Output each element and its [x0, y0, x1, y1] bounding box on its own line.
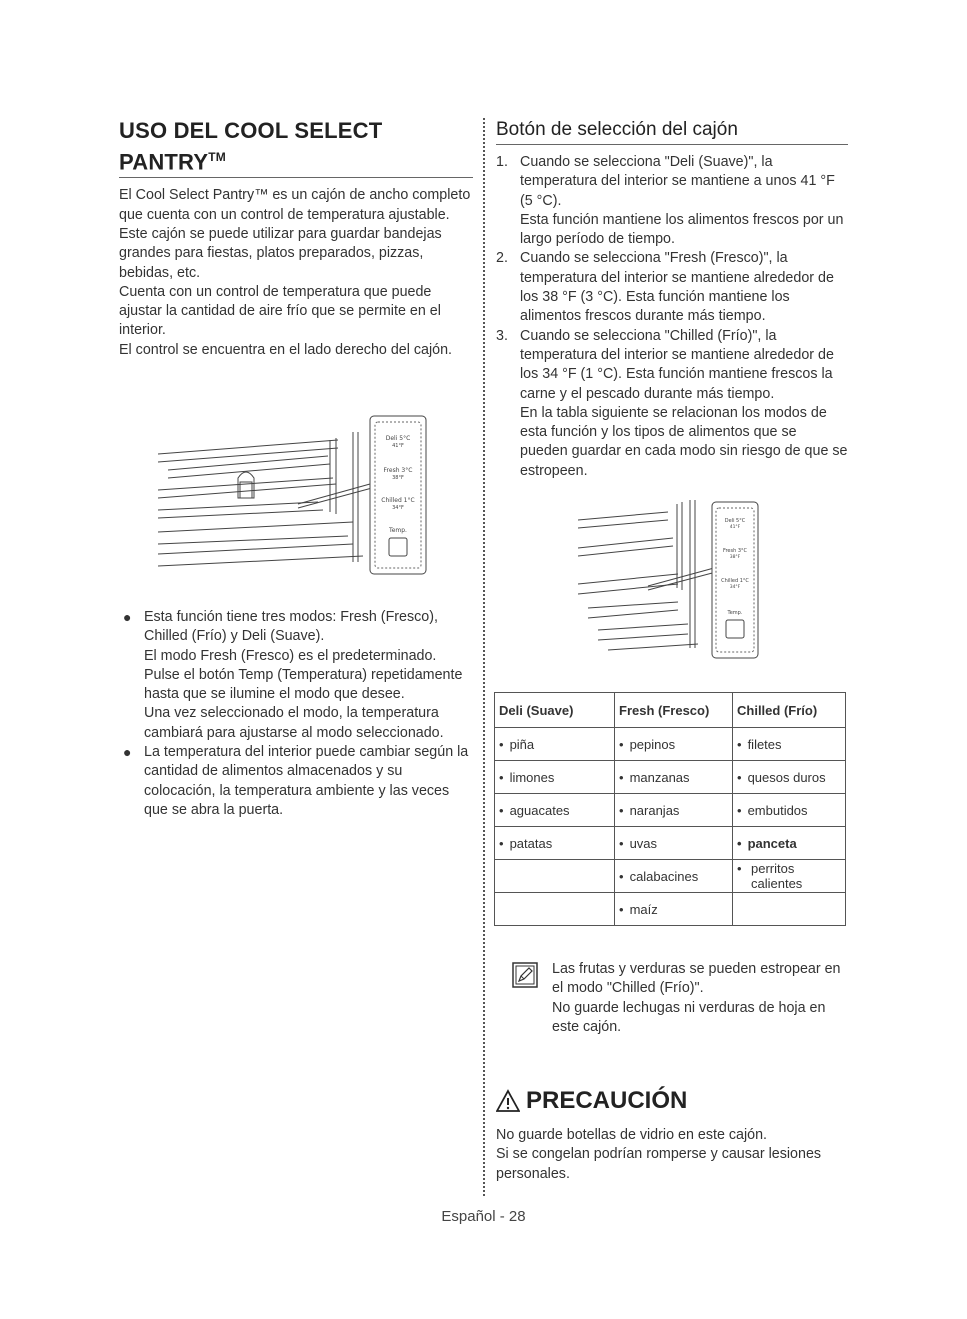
mode-numbered-list — [496, 153, 848, 481]
table-row — [495, 860, 846, 893]
bullet-line: Una vez seleccionado el modo, la temperatura cambiará para ajustarse al modo seleccionado. — [144, 705, 444, 741]
table-row — [495, 761, 846, 794]
panel-fresh-f: 38°F — [729, 555, 741, 560]
list-line: Cuando se selecciona "Deli (Suave)", la temperatura del interior se mantiene a unos 41 °F (5 °C). — [520, 154, 835, 209]
table-cell — [733, 893, 846, 926]
table-cell: • calabacines — [615, 860, 733, 893]
caution-text — [496, 1126, 850, 1184]
list-item-chilled — [496, 327, 848, 481]
note-line: Las frutas y verduras se pueden estropear en el modo "Chilled (Frío)". — [552, 961, 841, 997]
list-line: Cuando se selecciona "Chilled (Frío)", la temperatura del interior se mantiene alrededor de los 34 °F (1 °C). Esta función mantiene frescos la carne y el pescado durante más tiempo. — [520, 327, 834, 402]
list-line: En la tabla siguiente se relacionan los modos de esta función y los tipos de alimentos que se pueden guardar en cada modo sin riesgo de que se estropeen. — [520, 404, 848, 479]
table-cell: • naranjas — [615, 794, 733, 827]
table-row — [495, 827, 846, 860]
note-text — [552, 960, 852, 1037]
panel-chilled-f: 34°F — [729, 585, 741, 590]
bullet-dot-icon: ● — [123, 744, 132, 761]
section-title — [119, 118, 473, 175]
table-cell: • uvas — [615, 827, 733, 860]
drawer-illustration-left — [158, 412, 430, 578]
section-title-line1: USO DEL COOL SELECT — [119, 118, 383, 143]
table-header-fresh: Fresh (Fresco) — [615, 693, 733, 728]
left-column — [119, 118, 473, 360]
panel-chilled-label: Chilled 1°C — [721, 578, 749, 584]
panel-fresh-label: Fresh 3°C — [722, 548, 748, 554]
table-cell: • perritos calientes — [733, 860, 846, 893]
caution-block — [496, 1086, 850, 1184]
subtitle-rule — [496, 144, 848, 145]
table-cell: • aguacates — [495, 794, 615, 827]
table-cell: • filetes — [733, 728, 846, 761]
list-line: Cuando se selecciona "Fresh (Fresco)", la temperatura del interior se mantiene alrededor de los 38 °F (3 °C). Esta función mantiene los alimentos frescos durante más tiempo. — [520, 250, 834, 325]
cell-text: embutidos — [747, 802, 808, 818]
control-paragraph: Cuenta con un control de temperatura que puede ajustar la cantidad de aire frío que se permite en el interior. — [119, 283, 441, 339]
bullet-dot-icon: ● — [123, 609, 132, 625]
cell-text: limones — [509, 769, 555, 785]
list-item-deli — [496, 153, 848, 249]
bullet-temperature — [119, 743, 473, 820]
cell-text: maíz — [629, 901, 658, 917]
list-number: 3. — [496, 327, 508, 344]
table-cell: • panceta — [733, 827, 846, 860]
caution-title: PRECAUCIÓN — [526, 1087, 688, 1114]
intro-text — [119, 186, 473, 360]
mode-bullet-list — [119, 608, 473, 820]
table-cell: • patatas — [495, 827, 615, 860]
cell-text: pepinos — [629, 736, 676, 752]
cell-text: aguacates — [509, 802, 570, 818]
drawer-illustration-right — [578, 498, 848, 662]
cell-text: perritos calientes — [751, 861, 803, 891]
bullet-modes — [119, 608, 473, 743]
panel-deli-label: Deli 5°C — [724, 518, 746, 524]
caution-line: No guarde botellas de vidrio en este cajón. — [496, 1127, 768, 1143]
caution-line: Si se congelan podrían romperse y causar lesiones personales. — [496, 1146, 822, 1182]
table-cell — [495, 860, 615, 893]
column-divider — [483, 118, 485, 1196]
panel-temp-label: Temp. — [727, 610, 743, 616]
cell-text: naranjas — [629, 802, 680, 818]
table-header-row — [495, 693, 846, 728]
subsection-title: Botón de selección del cajón — [496, 119, 738, 140]
caution-heading — [496, 1086, 850, 1116]
trademark: TM — [208, 150, 226, 164]
left-bullets — [119, 608, 473, 820]
list-number: 1. — [496, 154, 508, 170]
cell-text: panceta — [747, 835, 797, 851]
list-number: 2. — [496, 250, 508, 267]
table-cell: • manzanas — [615, 761, 733, 794]
cell-text: piña — [509, 736, 535, 752]
list-line: Esta función mantiene los alimentos frescos por un largo período de tiempo. — [520, 211, 844, 248]
panel-fresh-f: 38°F — [392, 475, 404, 481]
cell-text: calabacines — [629, 868, 699, 884]
table-row — [495, 728, 846, 761]
title-rule — [119, 177, 473, 178]
panel-deli-label: Deli 5°C — [385, 435, 411, 442]
panel-temp-label: Temp. — [389, 527, 407, 534]
table-cell: • piña — [495, 728, 615, 761]
table-header-chilled: Chilled (Frío) — [733, 693, 846, 728]
table-header-deli: Deli (Suave) — [495, 693, 615, 728]
table-row — [495, 893, 846, 926]
intro-paragraph: El Cool Select Pantry™ es un cajón de ancho completo que cuenta con un control de temperatura ajustable. — [119, 187, 471, 223]
table-cell: • quesos duros — [733, 761, 846, 794]
bullet-line: La temperatura del interior puede cambiar según la cantidad de alimentos almacenados y su colocación, la temperatura ambiente y las veces que se abra la puerta. — [144, 744, 469, 818]
table-cell: • limones — [495, 761, 615, 794]
panel-fresh-label: Fresh 3°C — [383, 467, 413, 474]
cell-text: filetes — [747, 736, 782, 752]
right-column — [496, 118, 848, 481]
table-row — [495, 794, 846, 827]
cell-text: uvas — [629, 835, 658, 851]
bullet-line: Esta función tiene tres modos: Fresh (Fresco), Chilled (Frío) y Deli (Suave). — [144, 609, 438, 645]
note-line: No guarde lechugas ni verduras de hoja en este cajón. — [552, 999, 826, 1035]
page-footer: Español - 28 — [441, 1208, 526, 1225]
usage-paragraph: Este cajón se puede utilizar para guardar bandejas grandes para fiestas, platos preparados, pizzas, bebidas, etc. — [119, 225, 442, 281]
cell-text: quesos duros — [747, 769, 826, 785]
panel-deli-f: 41°F — [729, 525, 741, 530]
location-paragraph: El control se encuentra en el lado derecho del cajón. — [119, 341, 453, 358]
table-cell: • maíz — [615, 893, 733, 926]
table-cell — [495, 893, 615, 926]
cell-text: manzanas — [629, 769, 690, 785]
table-cell: • pepinos — [615, 728, 733, 761]
panel-chilled-label: Chilled 1°C — [381, 497, 415, 504]
warning-triangle-icon — [496, 1089, 520, 1113]
panel-chilled-f: 34°F — [392, 505, 404, 511]
note-pencil-icon — [512, 962, 538, 988]
table-cell: • embutidos — [733, 794, 846, 827]
bullet-line: El modo Fresh (Fresco) es el predeterminado. Pulse el botón Temp (Temperatura) repetidamente hasta que se ilumine el modo que desee. — [144, 647, 463, 703]
cell-text: patatas — [509, 835, 553, 851]
list-item-fresh — [496, 249, 848, 326]
section-title-line2: PANTRY — [119, 149, 209, 175]
food-mode-table — [494, 692, 846, 926]
panel-deli-f: 41°F — [392, 443, 404, 449]
